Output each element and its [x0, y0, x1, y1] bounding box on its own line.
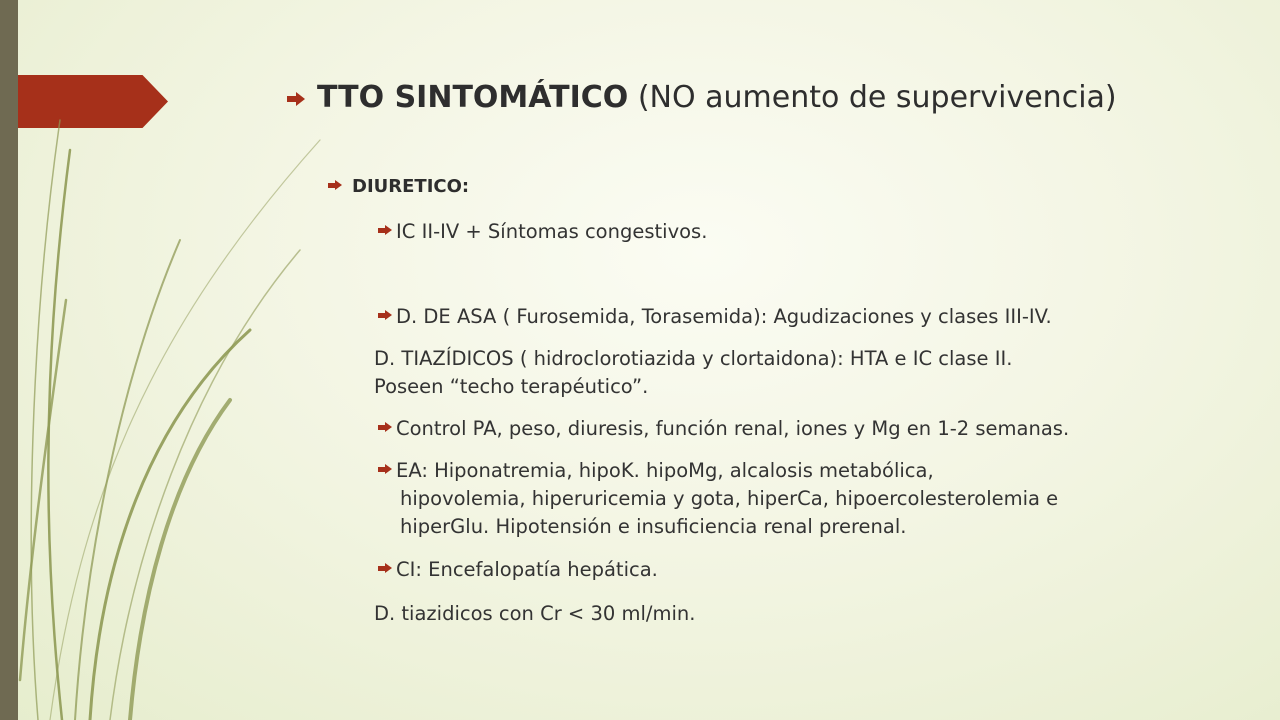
list-item: [378, 415, 1069, 443]
list-item: [374, 600, 695, 628]
list-item: [378, 303, 1052, 331]
left-decorative-bar: [0, 0, 18, 720]
arrow-bullet-icon: [378, 225, 392, 236]
arrow-bullet-icon: [328, 180, 342, 191]
arrow-bullet-icon: [378, 464, 392, 475]
title-bold: TTO SINTOMÁTICO: [317, 80, 629, 115]
arrow-bullet-icon: [378, 422, 392, 433]
list-item: [378, 457, 1058, 541]
item-text: hipovolemia, hiperuricemia y gota, hiperCa, hipoercolesterolemia e: [400, 487, 1059, 510]
list-item: [378, 218, 707, 246]
slide-title: [287, 80, 1117, 115]
title-rest: (NO aumento de supervivencia): [628, 80, 1117, 115]
title-accent-tab: [18, 75, 168, 128]
item-text: CI: Encefalopatía hepática.: [396, 558, 658, 581]
arrow-bullet-icon: [378, 310, 392, 321]
item-text: Poseen “techo terapéutico”.: [374, 375, 649, 398]
subheading: [328, 176, 469, 197]
list-item: [374, 345, 1012, 401]
item-text: D. DE ASA ( Furosemida, Torasemida): Agudizaciones y clases III-IV.: [396, 305, 1052, 328]
subheading-label: DIURETICO:: [352, 176, 470, 197]
item-text: D. TIAZÍDICOS ( hidroclorotiazida y clortaidona): HTA e IC clase II.: [374, 347, 1013, 370]
item-text: hiperGlu. Hipotensión e insuficiencia renal prerenal.: [400, 515, 907, 538]
arrow-bullet-icon: [287, 92, 305, 106]
item-text: Control PA, peso, diuresis, función renal, iones y Mg en 1-2 semanas.: [396, 417, 1070, 440]
arrow-bullet-icon: [378, 563, 392, 574]
item-text: IC II-IV + Síntomas congestivos.: [396, 220, 708, 243]
list-item: [378, 556, 658, 584]
item-text: D. tiazidicos con Cr < 30 ml/min.: [374, 602, 696, 625]
item-text: EA: Hiponatremia, hipoK. hipoMg, alcalosis metabólica,: [396, 459, 934, 482]
